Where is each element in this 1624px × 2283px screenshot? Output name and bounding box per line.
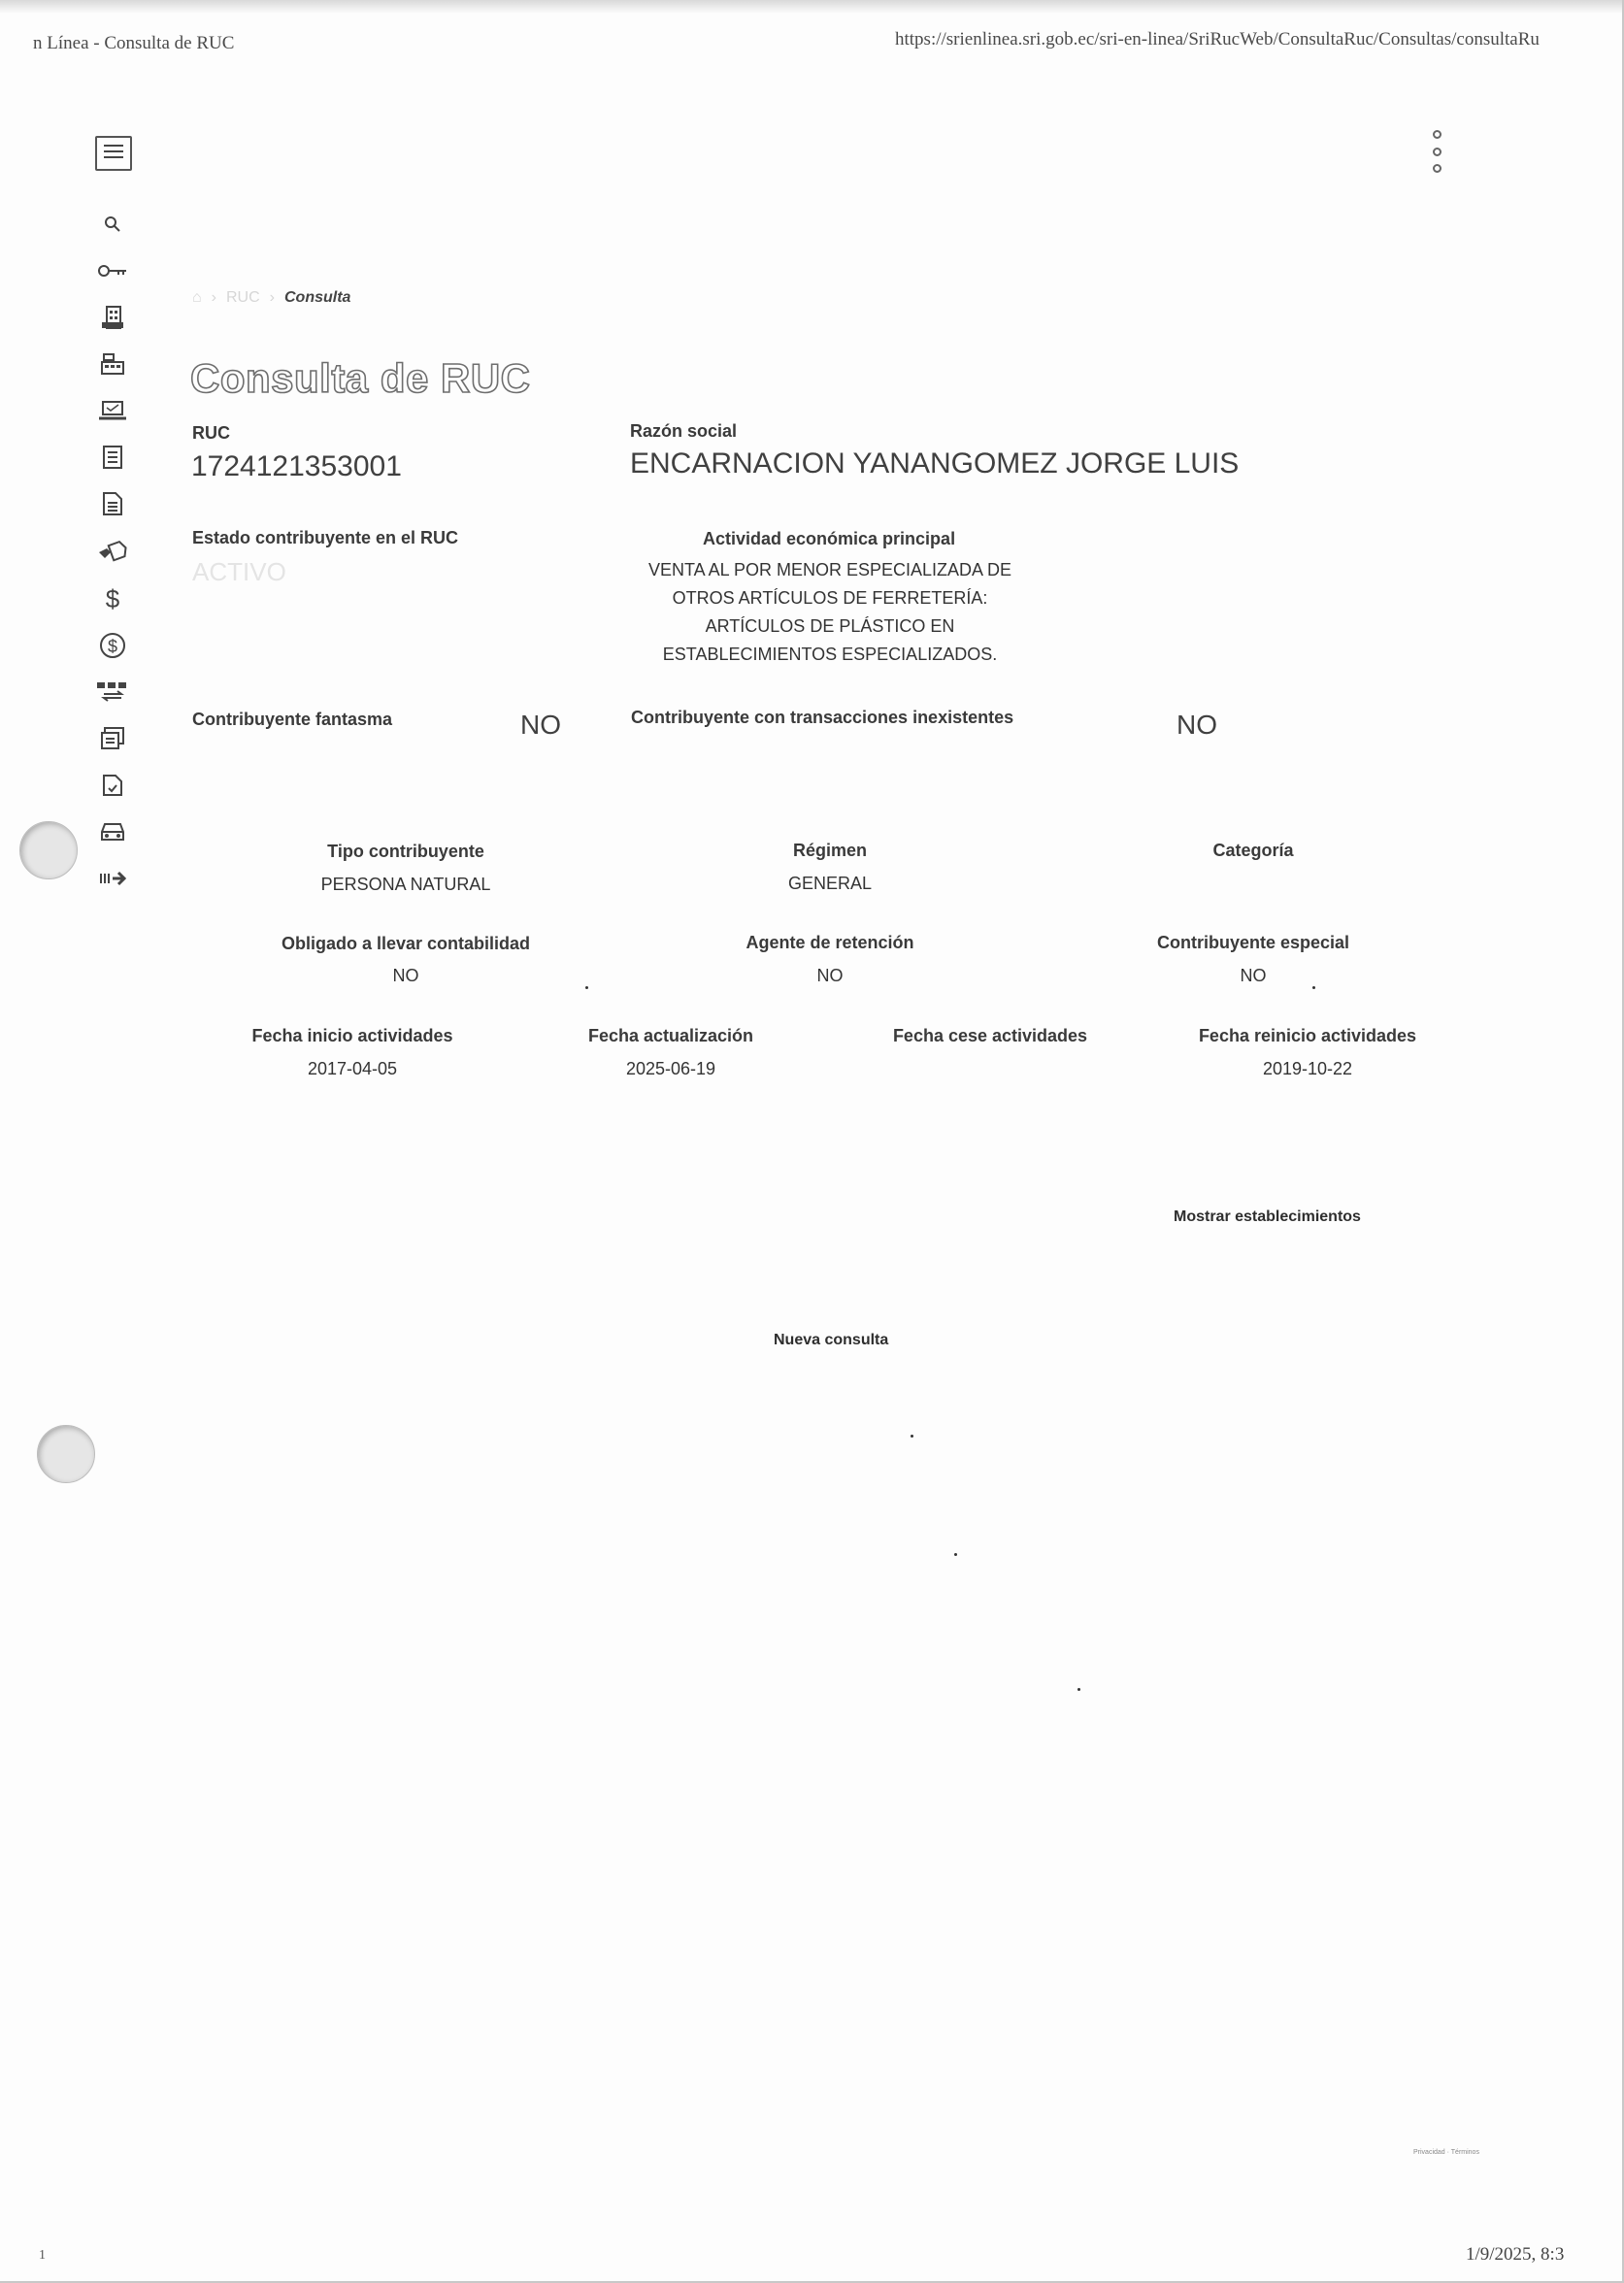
sidebar-item-file-check[interactable] bbox=[93, 769, 132, 802]
dollar-icon bbox=[103, 585, 122, 612]
ruc-label: RUC bbox=[192, 423, 230, 443]
search-icon bbox=[104, 215, 121, 233]
sidebar-item-laptop[interactable] bbox=[93, 394, 132, 427]
fecha-inicio-value: 2017-04-05 bbox=[307, 1059, 398, 1078]
sidebar-item-cash-register[interactable] bbox=[93, 347, 132, 380]
contabilidad-label: Obligado a llevar contabilidad bbox=[281, 934, 531, 953]
sidebar-item-dollar[interactable] bbox=[93, 582, 132, 615]
exit-icon bbox=[99, 871, 126, 886]
regimen-label: Régimen bbox=[792, 841, 868, 860]
menu-button[interactable] bbox=[95, 136, 132, 171]
fecha-reinicio-label: Fecha reinicio actividades bbox=[1198, 1026, 1417, 1045]
svg-text:$: $ bbox=[107, 637, 118, 656]
breadcrumb: ⌂ › RUC › Consulta bbox=[192, 289, 351, 306]
key-icon bbox=[97, 263, 128, 279]
transacciones-value: NO bbox=[1177, 710, 1217, 740]
retencion-label: Agente de retención bbox=[746, 933, 914, 952]
fecha-inicio-label: Fecha inicio actividades bbox=[251, 1026, 453, 1045]
car-icon bbox=[99, 820, 126, 844]
kebab-dot-icon bbox=[1433, 148, 1442, 156]
fecha-reinicio-value: 2019-10-22 bbox=[1262, 1059, 1353, 1078]
sidebar-item-dollar-circle[interactable] bbox=[93, 629, 132, 662]
actividad-line: OTROS ARTÍCULOS DE FERRETERÍA: bbox=[672, 588, 988, 608]
transacciones-label: Contribuyente con transacciones inexistentes bbox=[631, 708, 1014, 727]
scan-top-edge bbox=[0, 0, 1624, 14]
fecha-actualizacion-label: Fecha actualización bbox=[587, 1026, 754, 1045]
fecha-actualizacion-value: 2025-06-19 bbox=[625, 1059, 716, 1078]
punch-hole-top bbox=[19, 821, 78, 879]
sidebar-item-form[interactable] bbox=[93, 722, 132, 755]
document-icon bbox=[102, 445, 123, 470]
actividad-line: VENTA AL POR MENOR ESPECIALIZADA DE bbox=[647, 560, 1012, 579]
actividad-label: Actividad económica principal bbox=[703, 529, 956, 548]
scan-speck bbox=[954, 1553, 957, 1556]
estado-value: ACTIVO bbox=[192, 557, 286, 586]
tipo-value: PERSONA NATURAL bbox=[320, 875, 491, 894]
fantasma-value: NO bbox=[520, 710, 561, 740]
building-icon bbox=[101, 305, 124, 330]
breadcrumb-item-ruc[interactable]: RUC bbox=[226, 289, 260, 306]
retencion-value: NO bbox=[816, 966, 844, 985]
mostrar-establecimientos-button[interactable]: Mostrar establecimientos bbox=[1174, 1208, 1361, 1225]
tipo-label: Tipo contribuyente bbox=[327, 842, 484, 861]
estado-label: Estado contribuyente en el RUC bbox=[192, 528, 459, 547]
more-options-button[interactable] bbox=[1429, 130, 1444, 173]
dollar-circle-icon bbox=[99, 632, 126, 659]
print-header-title: n Línea - Consulta de RUC bbox=[33, 33, 235, 53]
svg-text:$: $ bbox=[105, 585, 120, 612]
sidebar-item-car[interactable] bbox=[93, 815, 132, 848]
report-icon bbox=[102, 491, 123, 516]
razon-social-value: ENCARNACION YANANGOMEZ JORGE LUIS bbox=[630, 447, 1240, 480]
nueva-consulta-button[interactable]: Nueva consulta bbox=[774, 1332, 889, 1348]
file-check-icon bbox=[102, 774, 123, 797]
sidebar-item-hand-tag[interactable] bbox=[93, 534, 132, 567]
hamburger-menu-icon bbox=[104, 145, 123, 163]
print-footer-page: 1 bbox=[39, 2248, 46, 2263]
sidebar-item-key[interactable] bbox=[93, 254, 132, 287]
kebab-dot-icon bbox=[1433, 130, 1442, 139]
print-footer-timestamp: 1/9/2025, 8:3 bbox=[1466, 2244, 1565, 2265]
categoria-label: Categoría bbox=[1212, 841, 1294, 860]
actividad-line: ESTABLECIMIENTOS ESPECIALIZADOS. bbox=[662, 645, 998, 664]
sidebar-item-document[interactable] bbox=[93, 441, 132, 474]
razon-social-label: Razón social bbox=[630, 421, 738, 441]
fecha-cese-label: Fecha cese actividades bbox=[892, 1026, 1088, 1045]
especial-label: Contribuyente especial bbox=[1156, 933, 1350, 952]
contabilidad-value: NO bbox=[392, 966, 419, 985]
scan-speck bbox=[585, 986, 588, 989]
especial-value: NO bbox=[1240, 966, 1267, 985]
print-header-url: https://srienlinea.sri.gob.ec/sri-en-linea/SriRucWeb/ConsultaRuc/Consultas/consultaRu bbox=[895, 29, 1540, 50]
kebab-dot-icon bbox=[1433, 164, 1442, 173]
actividad-description bbox=[612, 556, 1048, 669]
breadcrumb-home-icon[interactable]: ⌂ bbox=[192, 289, 202, 306]
sidebar-item-exit[interactable] bbox=[93, 862, 132, 895]
cash-register-icon bbox=[100, 352, 125, 376]
form-icon bbox=[100, 726, 125, 751]
punch-hole-bottom bbox=[37, 1425, 95, 1483]
ruc-value: 1724121353001 bbox=[191, 450, 402, 482]
scan-speck bbox=[1312, 986, 1315, 989]
privacy-terms-link[interactable]: Privacidad · Términos bbox=[1413, 2149, 1479, 2156]
actividad-line: ARTÍCULOS DE PLÁSTICO EN bbox=[705, 616, 955, 636]
fantasma-label: Contribuyente fantasma bbox=[192, 710, 393, 729]
sidebar-item-money-transfer[interactable] bbox=[93, 676, 132, 709]
hand-tag-icon bbox=[97, 539, 128, 562]
laptop-icon bbox=[98, 400, 127, 421]
sidebar-item-search[interactable] bbox=[93, 208, 132, 241]
scan-speck bbox=[1077, 1688, 1080, 1691]
regimen-value: GENERAL bbox=[787, 874, 873, 893]
breadcrumb-current: Consulta bbox=[284, 289, 351, 306]
sidebar-item-building[interactable] bbox=[93, 301, 132, 334]
money-transfer-icon bbox=[96, 680, 129, 704]
sidebar-item-report[interactable] bbox=[93, 487, 132, 520]
scan-speck bbox=[911, 1435, 913, 1438]
page-title: Consulta de RUC bbox=[190, 355, 531, 401]
